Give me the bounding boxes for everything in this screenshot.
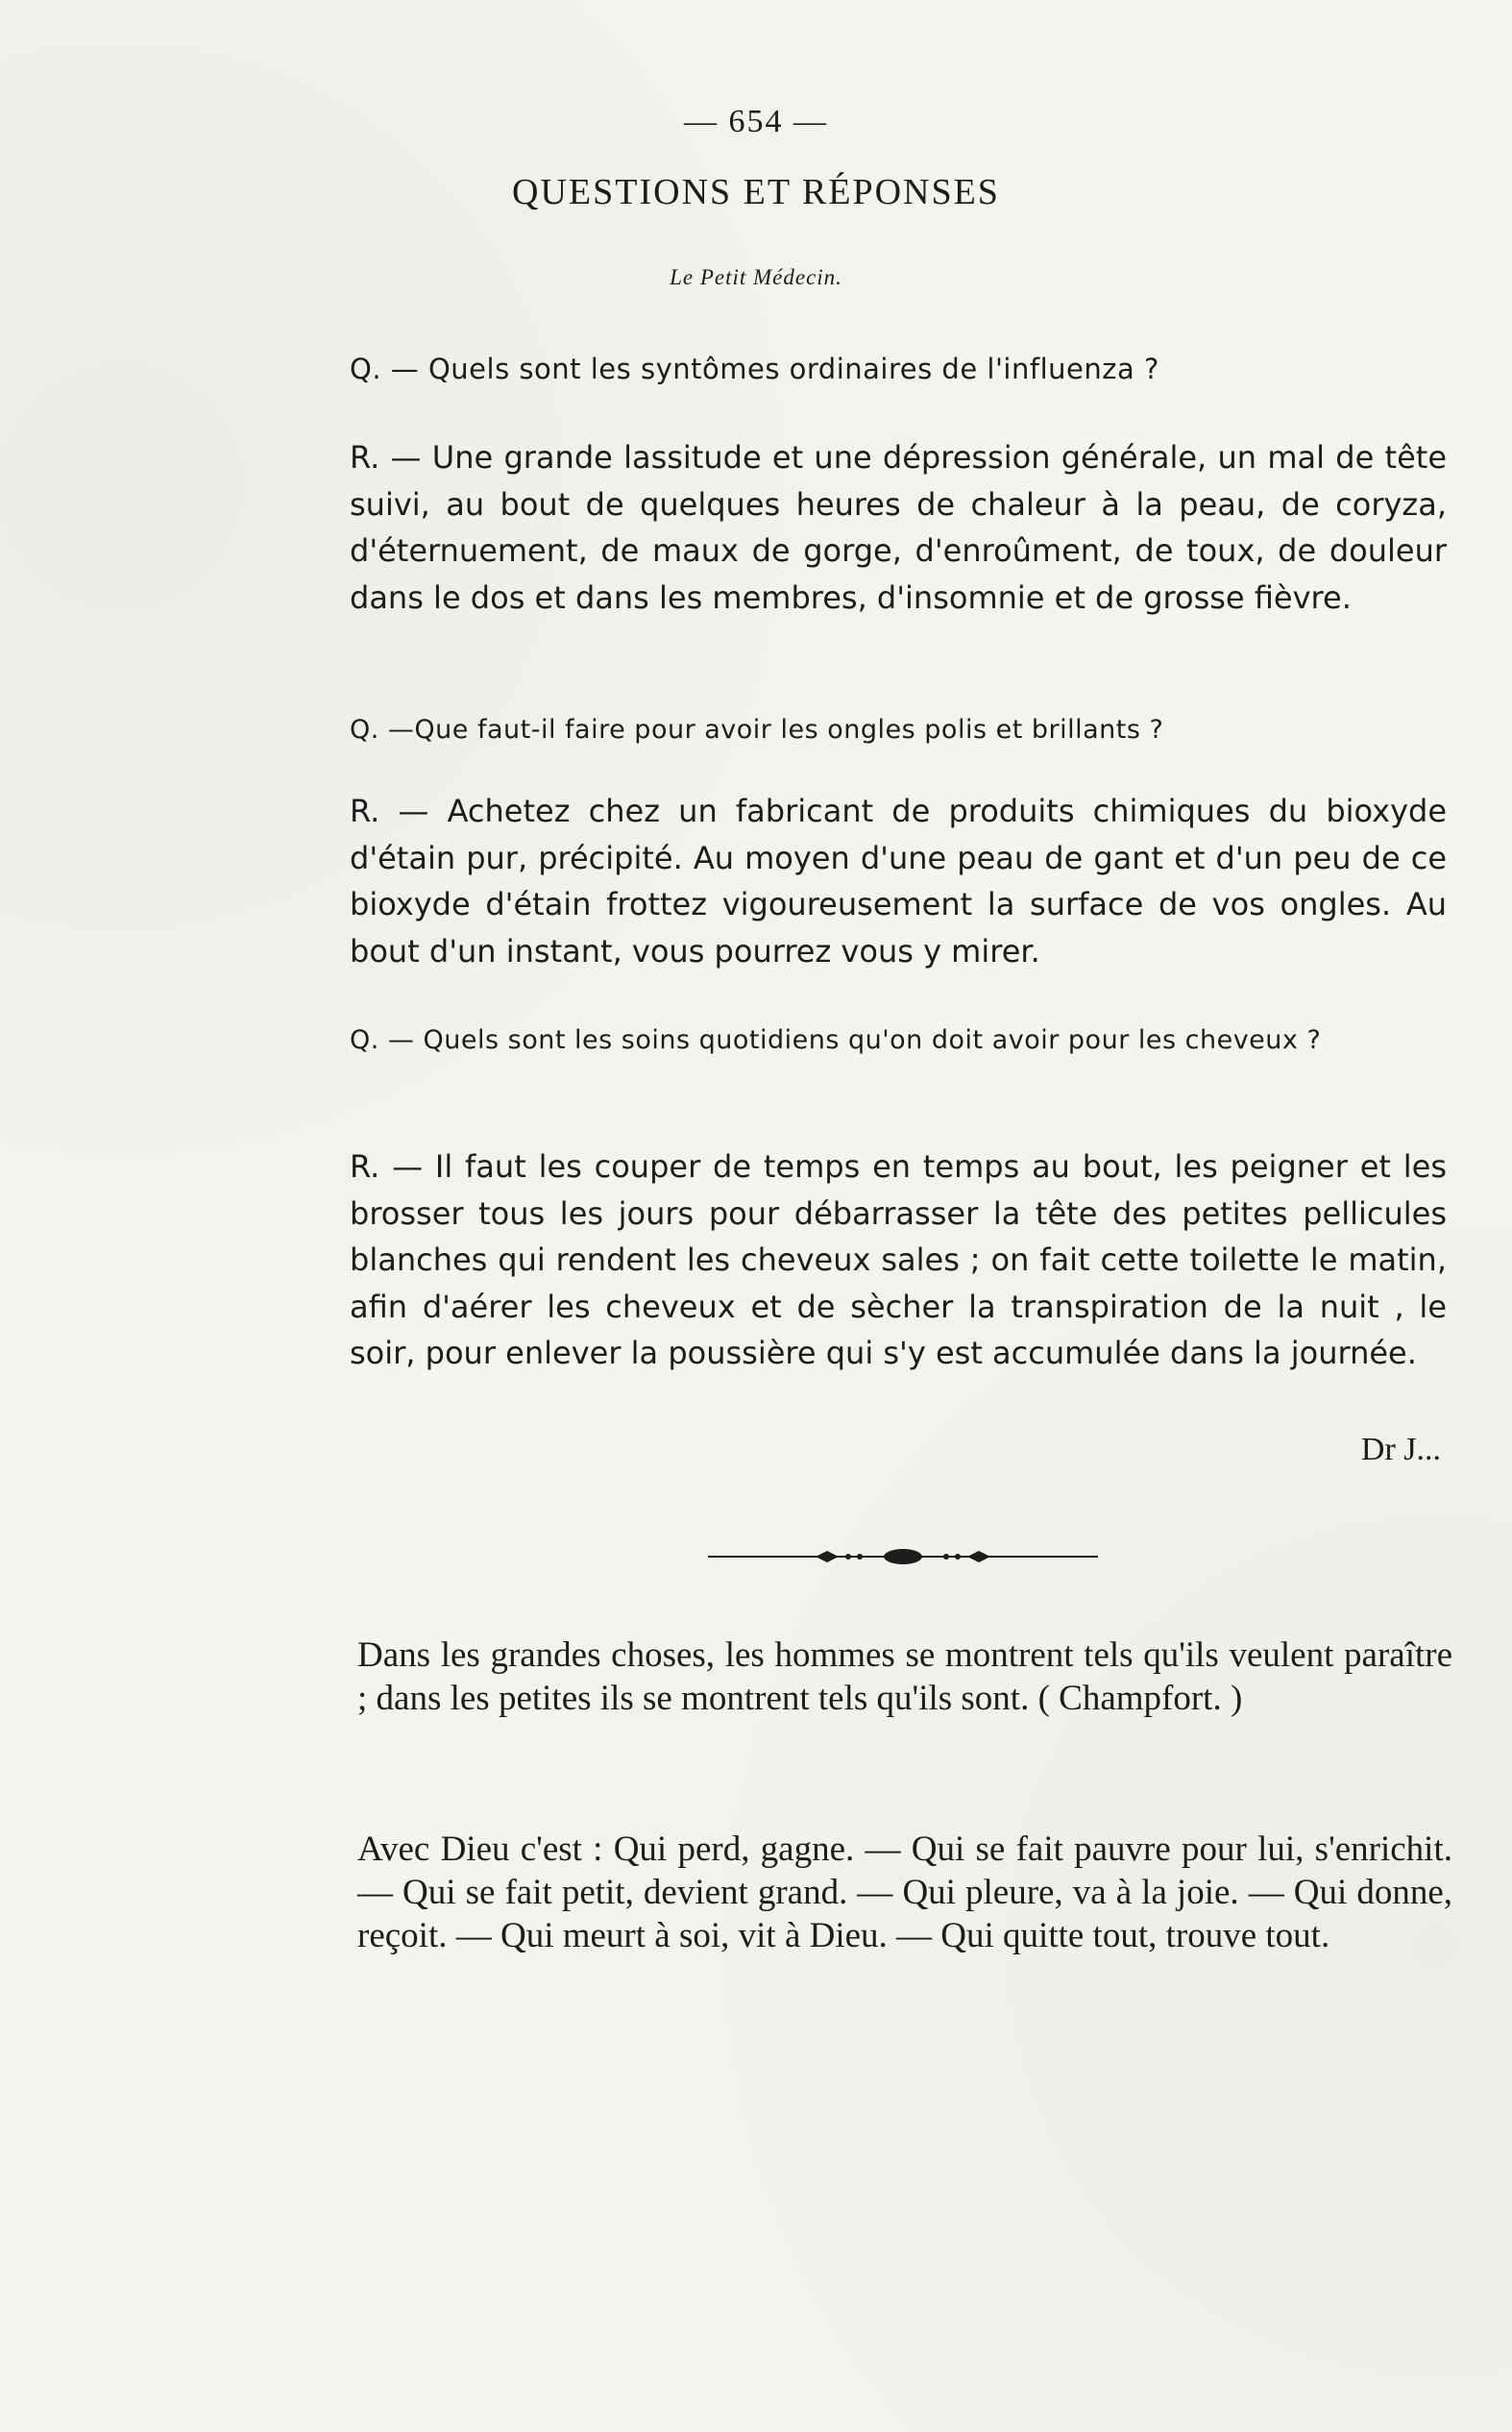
ornament-divider bbox=[708, 1545, 1098, 1568]
author-signature: Dr J... bbox=[1360, 1432, 1441, 1467]
answer-1: R. — Une grande lassitude et une dépression générale, un mal de tête suivi, au bout de quelques heures de chaleur à la peau, de coryza, d'éternuement, de maux de gorge, d'enroûment, de toux, de douleur dans le dos et dans les membres, d'insomnie et de grosse fièvre. bbox=[350, 439, 1447, 616]
page-number: — 654 — bbox=[684, 104, 828, 139]
quote-1: Dans les grandes choses, les hommes se montrent tels qu'ils veulent paraître ; dans les petites ils se montrent tels qu'ils sont. ( Champfort. ) bbox=[357, 1635, 1452, 1718]
section-subtitle: Le Petit Médecin. bbox=[670, 265, 842, 289]
question-3: Q. — Quels sont les soins quotidiens qu'on doit avoir pour les cheveux ? bbox=[350, 1025, 1322, 1055]
quote-2: Avec Dieu c'est : Qui perd, gagne. — Qui se fait pauvre pour lui, s'enrichit. — Qui se fait petit, devient grand. — Qui pleure, va à la joie. — Qui donne, reçoit. — Qui meurt à soi, vit à Dieu. — Qui quitte tout, trouve tout. bbox=[357, 1830, 1452, 1955]
answer-3: R. — Il faut les couper de temps en temps au bout, les peigner et les brosser tous les jours pour débarrasser la tête des petites pellicules blanches qui rendent les cheveux sales ; on fait cette toilette le matin, afin d'aérer les cheveux et de sècher la transpiration de la nuit , le soir, pour enlever la poussière qui s'y est accumulée dans la journée. bbox=[350, 1148, 1447, 1371]
question-1: Q. — Quels sont les syntômes ordinaires de l'influenza ? bbox=[350, 353, 1159, 385]
question-2: Q. —Que faut-il faire pour avoir les ongles polis et brillants ? bbox=[350, 715, 1164, 745]
page-title: QUESTIONS ET RÉPONSES bbox=[512, 172, 1000, 212]
answer-2: R. — Achetez chez un fabricant de produits chimiques du bioxyde d'étain pur, précipité. Au moyen d'une peau de gant et d'un peu de ce bioxyde d'étain frottez vigoureusement la surface de vos ongles. Au bout d'un instant, vous pourrez vous y mirer. bbox=[350, 793, 1447, 970]
